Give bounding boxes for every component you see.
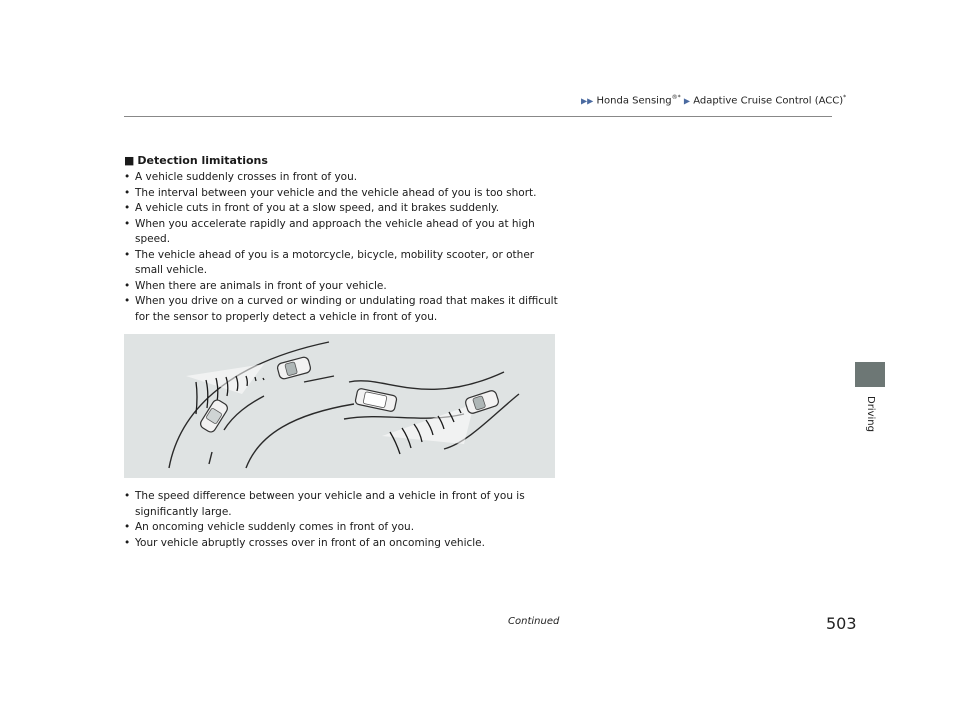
- header-divider: [124, 116, 832, 117]
- breadcrumb-item-honda-sensing[interactable]: Honda Sensing: [596, 95, 672, 107]
- list-item: • When you drive on a curved or winding or undulating road that makes it difficult for the sensor to properly detect a vehicle in front of you.: [124, 294, 564, 325]
- main-content: [124, 154, 564, 325]
- square-bullet-icon: ■: [124, 154, 135, 167]
- list-item: • The vehicle ahead of you is a motorcycle, bicycle, mobility scooter, or other small vehicle.: [124, 248, 564, 279]
- triangle-right-icon: ▶▶: [581, 96, 594, 106]
- list-item: • A vehicle suddenly crosses in front of you.: [124, 170, 564, 186]
- road-scene-svg: [124, 334, 555, 478]
- chapter-tab-label: Driving: [865, 396, 876, 432]
- list-item: • When there are animals in front of your vehicle.: [124, 279, 564, 295]
- breadcrumb-item-acc[interactable]: Adaptive Cruise Control (ACC): [693, 95, 844, 107]
- registered-mark: ®: [671, 94, 678, 101]
- asterisk-mark: *: [677, 94, 681, 101]
- list-item: • When you accelerate rapidly and approach the vehicle ahead of you at high speed.: [124, 217, 564, 248]
- additional-limitations-list: [124, 489, 564, 551]
- triangle-right-icon: ▶: [683, 96, 690, 106]
- section-title: Detection limitations: [137, 154, 268, 167]
- list-item: • An oncoming vehicle suddenly comes in front of you.: [124, 520, 564, 536]
- chapter-tab[interactable]: [855, 362, 885, 387]
- list-item: • A vehicle cuts in front of you at a slow speed, and it brakes suddenly.: [124, 201, 564, 217]
- section-heading: [124, 154, 564, 168]
- page-number: 503: [826, 614, 857, 633]
- curved-road-illustration: [124, 334, 555, 478]
- asterisk-mark: *: [843, 94, 847, 101]
- list-item: • The speed difference between your vehicle and a vehicle in front of you is significantly large.: [124, 489, 564, 520]
- additional-limitations: [124, 489, 564, 551]
- continued-note: Continued: [508, 616, 560, 627]
- breadcrumb: [581, 94, 846, 106]
- limitations-list: [124, 170, 564, 325]
- list-item: • Your vehicle abruptly crosses over in front of an oncoming vehicle.: [124, 536, 564, 552]
- list-item: • The interval between your vehicle and the vehicle ahead of you is too short.: [124, 186, 564, 202]
